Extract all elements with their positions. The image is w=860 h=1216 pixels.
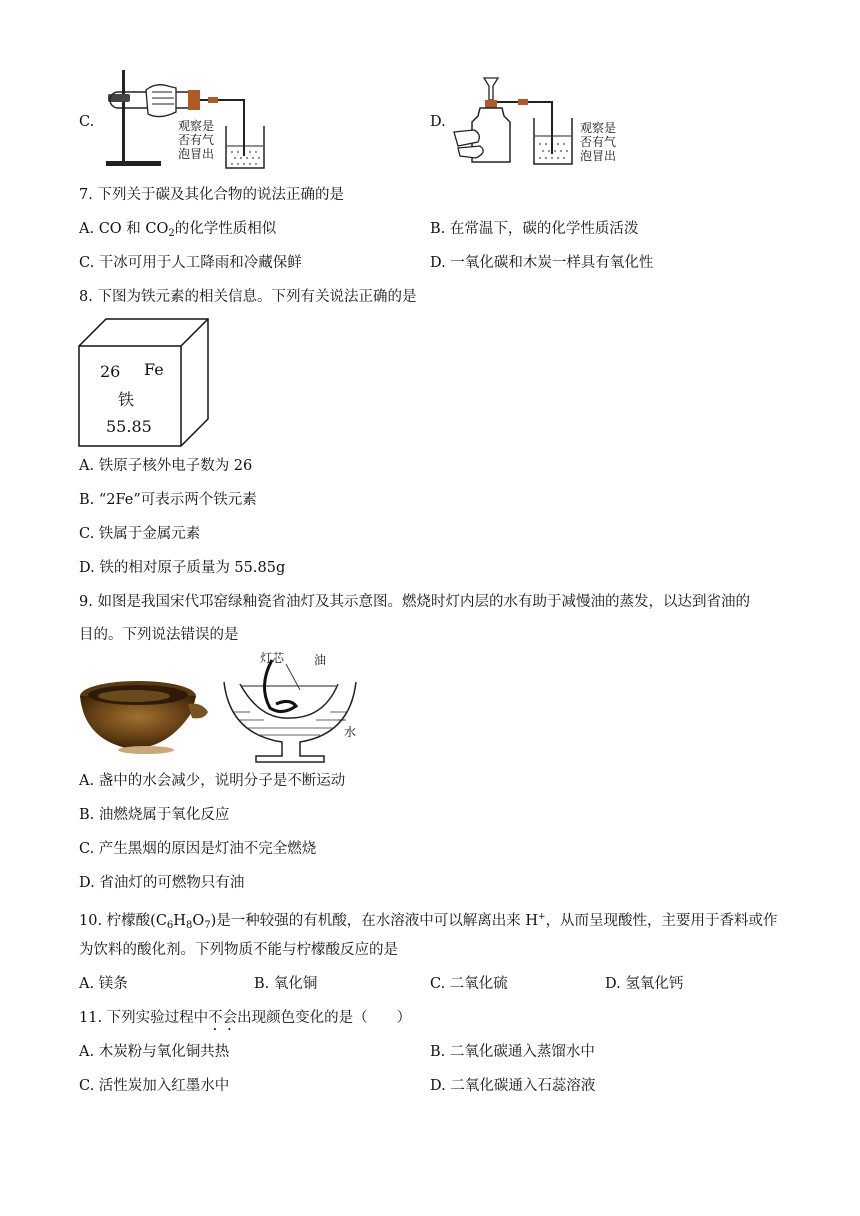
q9-option-c: C. 产生黑烟的原因是灯油不完全燃烧 xyxy=(79,841,317,857)
q6-c-caption-3: 泡冒出 xyxy=(178,147,215,161)
q7-option-b: B. 在常温下，碳的化学性质活泼 xyxy=(430,221,639,237)
q8-option-c: C. 铁属于金属元素 xyxy=(79,526,201,542)
q6-c-caption-2: 否有气 xyxy=(178,133,215,147)
q7-stem: 7. 下列关于碳及其化合物的说法正确的是 xyxy=(79,187,344,203)
q8-element-cube xyxy=(76,316,212,450)
q6-figure-d xyxy=(452,74,632,169)
q11-emphasis: 不会 xyxy=(208,1010,238,1026)
q9-stem-line2: 目的。下列说法错误的是 xyxy=(79,627,239,643)
q9-option-d: D. 省油灯的可燃物只有油 xyxy=(79,875,245,891)
q9-option-a: A. 盏中的水会减少，说明分子是不断运动 xyxy=(79,773,346,789)
q9-stem-line1: 9. 如图是我国宋代邛窑绿釉瓷省油灯及其示意图。燃烧时灯内层的水有助于减慢油的蒸发，以达到省油的 xyxy=(79,594,750,610)
q11-option-d: D. 二氧化碳通入石蕊溶液 xyxy=(430,1078,596,1094)
q7-option-d: D. 一氧化碳和木炭一样具有氧化性 xyxy=(430,255,654,271)
q11-stem: 11. 下列实验过程中不会出现颜色变化的是（ ） xyxy=(79,1010,412,1026)
q9-label-wick: 灯芯 xyxy=(260,651,285,665)
q9-label-water: 水 xyxy=(344,725,357,739)
q9-label-oil: 油 xyxy=(314,653,327,667)
q6-figure-c xyxy=(96,68,276,173)
q10-option-b: B. 氧化铜 xyxy=(254,976,318,992)
q9-lamp-diagram xyxy=(220,650,370,766)
q8-stem: 8. 下图为铁元素的相关信息。下列有关说法正确的是 xyxy=(79,289,417,305)
q7-option-a: A. CO 和 $CO_2$的化学性质相似 xyxy=(79,221,277,239)
q10-stem-line1: 10. 柠檬酸$(C_6H_8O_7)$是一种较强的有机酸，在水溶液中可以解离出来 H+，从而呈现酸性，主要用于香料或作 xyxy=(79,912,778,931)
q10-stem-line2: 为饮料的酸化剂。下列物质不能与柠檬酸反应的是 xyxy=(79,942,398,958)
q6-option-d-label: D. xyxy=(430,114,446,130)
q11-option-b: B. 二氧化碳通入蒸馏水中 xyxy=(430,1044,595,1060)
q11-option-a: A. 木炭粉与氧化铜共热 xyxy=(79,1044,230,1060)
q8-option-d: D. 铁的相对原子质量为 55.85g xyxy=(79,560,286,576)
q6-d-caption-1: 观察是 xyxy=(580,121,617,135)
q8-option-a: A. 铁原子核外电子数为 26 xyxy=(79,458,253,474)
q6-d-caption-2: 否有气 xyxy=(580,135,617,149)
q10-option-d: D. 氢氧化钙 xyxy=(605,976,684,992)
q9-lamp-photo xyxy=(76,676,211,756)
q9-option-b: B. 油燃烧属于氧化反应 xyxy=(79,807,230,823)
q7-option-c: C. 干冰可用于人工降雨和冷藏保鲜 xyxy=(79,255,302,271)
element-symbol: Fe xyxy=(144,360,164,379)
q11-option-c: C. 活性炭加入红墨水中 xyxy=(79,1078,230,1094)
q8-option-b: B. “2Fe”可表示两个铁元素 xyxy=(79,492,257,508)
element-name: 铁 xyxy=(118,390,135,409)
q10-option-a: A. 镁条 xyxy=(79,976,128,992)
element-atomic-mass: 55.85 xyxy=(106,417,152,436)
q6-d-caption-3: 泡冒出 xyxy=(580,149,617,163)
element-atomic-number: 26 xyxy=(100,362,121,381)
q10-option-c: C. 二氧化硫 xyxy=(430,976,508,992)
q6-option-c-label: C. xyxy=(79,114,95,130)
q6-c-caption-1: 观察是 xyxy=(178,119,215,133)
